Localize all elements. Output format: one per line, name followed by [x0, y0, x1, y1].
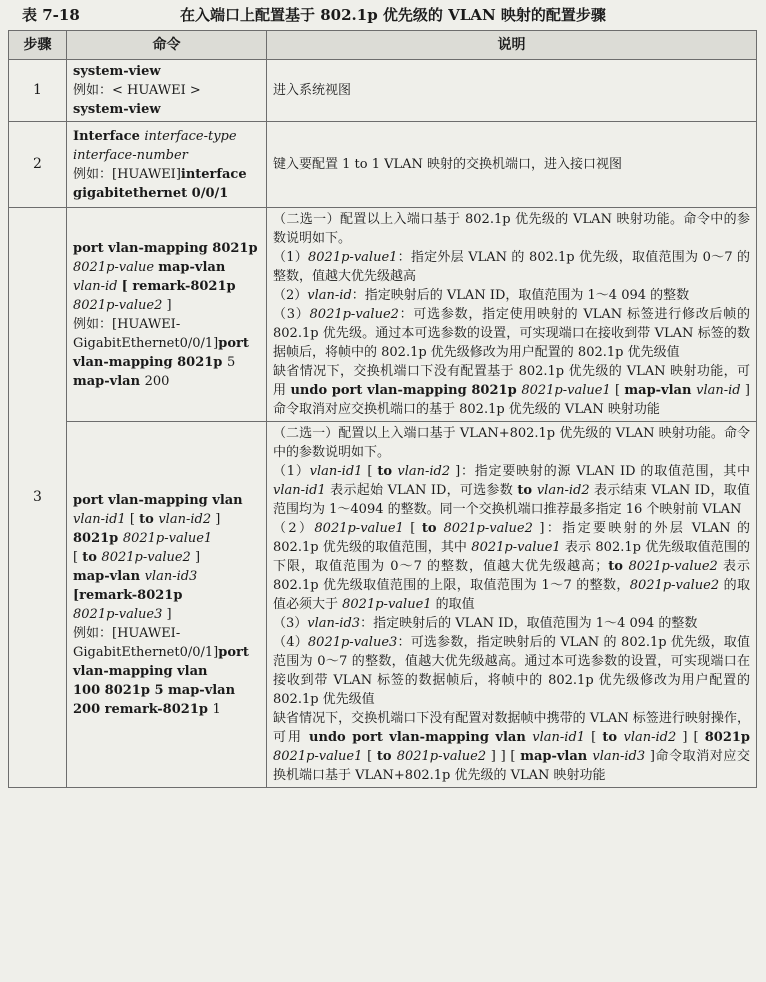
- command-line: [73, 681, 260, 700]
- description-paragraph: [273, 709, 750, 785]
- command-line: [73, 127, 260, 146]
- text-run: ]: [166, 297, 172, 313]
- text-run: 表示 802.1p 优先级取值范围的上限，取值范围为 1～7 的整数，: [273, 559, 750, 593]
- command-line: [73, 277, 260, 296]
- text-run: ：可选参数，指定映射后的 VLAN 的 802.1p 优先级，取值范围为 0～7 的整数，值越大优先级越高。通过本可选参数的设置，可实现端口在接收到带 VLAN 标签的数据帧后，将帧中的 802.1p 优先级修改为用户配置的 802.1p 优先级值: [273, 635, 750, 707]
- text-run: （1）: [273, 250, 309, 265]
- text-run: （2）: [273, 288, 308, 303]
- description-cell: [267, 422, 757, 788]
- command-line: [73, 334, 260, 353]
- command-parameter: vlan-id3: [592, 749, 646, 764]
- command-keyword: map-vlan: [73, 373, 145, 389]
- header-description: 说明: [267, 31, 757, 60]
- command-line: [73, 146, 260, 165]
- command-line: [73, 510, 260, 529]
- command-keyword: to: [602, 730, 624, 745]
- text-run: （2）: [273, 521, 315, 536]
- description-cell: [267, 60, 757, 122]
- text-run: [: [403, 521, 422, 536]
- command-parameter: 8021p-value2: [73, 297, 167, 313]
- description-paragraph: [273, 286, 750, 305]
- command-parameter: 8021p-value: [73, 259, 159, 275]
- text-run: （3）: [273, 616, 308, 631]
- command-keyword: port vlan-mapping 8021p: [73, 240, 258, 256]
- step-cell: 2: [9, 122, 67, 208]
- command-cell: [67, 122, 267, 208]
- text-run: 例如：[HUAWEI-: [73, 625, 181, 641]
- command-keyword: to: [421, 521, 444, 536]
- command-line: [73, 62, 260, 81]
- text-run: 键入要配置 1 to 1 VLAN 映射的交换机端口，进入接口视图: [273, 157, 623, 172]
- command-line: [73, 624, 260, 643]
- command-line: [73, 567, 260, 586]
- text-run: 例如：< HUAWEI >: [73, 83, 201, 98]
- table-number: 表 7-18: [22, 6, 80, 24]
- command-keyword: to: [82, 549, 102, 565]
- command-keyword: interface: [180, 166, 247, 182]
- command-parameter: 8021p-value2: [628, 559, 718, 574]
- command-line: [73, 184, 260, 203]
- text-run: 例如：[HUAWEI-: [73, 316, 181, 332]
- command-parameter: vlan-id2: [158, 511, 216, 527]
- text-run: [: [585, 730, 603, 745]
- text-run: （二选一）配置以上入端口基于 VLAN+802.1p 优先级的 VLAN 映射功能。命令中的参数说明如下。: [273, 426, 750, 460]
- command-line: [73, 353, 260, 372]
- command-parameter: 8021p-value1: [308, 250, 398, 265]
- text-run: ]：指定要映射的外层 VLAN 的 802.1p 优先级的取值范围，其中: [273, 521, 750, 555]
- text-run: ]: [166, 606, 172, 622]
- command-parameter: 8021p-value2: [629, 578, 720, 593]
- command-line: [73, 372, 260, 391]
- command-parameter: vlan-id2: [397, 464, 451, 479]
- command-parameter: 8021p-value1: [471, 540, 561, 555]
- command-keyword: map-vlan: [158, 259, 226, 275]
- text-run: ]: [215, 511, 221, 527]
- text-run: ：可选参数，指定使用映射的 VLAN 标签进行修改后帧的 802.1p 优先级。通过本可选参数的设置，可实现端口在接收到带 VLAN 标签的数据帧后，将帧中的 802.1p 优先级修改为用户配置的 802.1p 优先级值: [273, 307, 750, 360]
- table-row: [9, 60, 757, 122]
- command-line: [73, 100, 260, 119]
- command-keyword: port: [218, 644, 249, 660]
- command-keyword: map-vlan: [520, 749, 593, 764]
- text-run: 例如：[HUAWEI]: [73, 166, 181, 182]
- command-parameter: vlan-id1: [273, 483, 326, 498]
- command-parameter: 8021p-value1: [122, 530, 213, 546]
- command-keyword: port: [218, 335, 249, 351]
- command-parameter: 8021p-value1: [273, 749, 363, 764]
- config-steps-table: [8, 30, 757, 788]
- command-keyword: 100 8021p 5 map-vlan: [73, 682, 236, 698]
- command-keyword: to: [376, 749, 397, 764]
- command-line: [73, 605, 260, 624]
- command-keyword: 8021p: [704, 730, 751, 745]
- text-run: （3）: [273, 307, 310, 322]
- text-run: 1: [212, 701, 221, 717]
- command-parameter: 8021p-value3: [307, 635, 398, 650]
- command-parameter: 8021p-value2: [309, 307, 399, 322]
- text-run: （4）: [273, 635, 308, 650]
- text-run: [: [362, 464, 378, 479]
- text-run: 表示起始 VLAN ID，可选参数: [325, 483, 518, 498]
- text-run: ]：指定要映射的源 VLAN ID 的取值范围，其中: [450, 464, 750, 479]
- command-keyword: undo port vlan-mapping vlan: [309, 730, 533, 745]
- command-keyword: vlan-mapping 8021p: [73, 354, 227, 370]
- text-run: [: [362, 749, 377, 764]
- command-parameter: interface-number: [73, 147, 188, 163]
- description-cell: [267, 122, 757, 208]
- command-keyword: to: [517, 483, 537, 498]
- command-keyword: to: [139, 511, 159, 527]
- command-line: [73, 643, 260, 662]
- command-line: [73, 165, 260, 184]
- command-line: [73, 296, 260, 315]
- text-run: ] [: [676, 730, 705, 745]
- command-parameter: vlan-id2: [536, 483, 590, 498]
- text-run: 缺省情况下，交换机端口下没有配置基于 802.1p 优先级的 VLAN 映射功能，可用: [273, 364, 750, 398]
- command-keyword: gigabitethernet 0/0/1: [73, 185, 229, 201]
- description-paragraph: [273, 424, 750, 462]
- command-keyword: system-view: [73, 102, 161, 117]
- description-paragraph: [273, 519, 750, 614]
- command-parameter: 8021p-value1: [314, 521, 404, 536]
- command-parameter: vlan-id1: [532, 730, 586, 745]
- command-line: [73, 315, 260, 334]
- command-parameter: 8021p-value2: [101, 549, 195, 565]
- command-cell: [67, 422, 267, 788]
- step-cell: 1: [9, 60, 67, 122]
- text-run: 5: [226, 354, 236, 370]
- command-parameter: vlan-id3: [307, 616, 361, 631]
- command-parameter: vlan-id: [696, 383, 741, 398]
- command-keyword: 200 remark-8021p: [73, 701, 213, 717]
- command-keyword: to: [377, 464, 398, 479]
- text-run: [: [129, 511, 140, 527]
- description-paragraph: [273, 248, 750, 286]
- description-paragraph: [273, 633, 750, 709]
- description-paragraph: [273, 614, 750, 633]
- text-run: [: [610, 383, 625, 398]
- description-paragraph: [273, 305, 750, 362]
- command-keyword: port vlan-mapping vlan: [73, 492, 243, 508]
- description-cell: [267, 208, 757, 422]
- command-line: [73, 491, 260, 510]
- text-run: （1）: [273, 464, 310, 479]
- command-line: [73, 586, 260, 605]
- text-run: GigabitEthernet0/0/1]: [73, 335, 219, 351]
- command-line: [73, 258, 260, 277]
- command-line: [73, 548, 260, 567]
- command-line: [73, 239, 260, 258]
- text-run: 的取值必须大于: [273, 578, 750, 612]
- command-parameter: vlan-id1: [73, 511, 130, 527]
- command-parameter: 8021p-value1: [342, 597, 432, 612]
- command-keyword: system-view: [73, 64, 161, 79]
- text-run: 表示 802.1p 优先级取值范围的下限，取值范围为 0～7 的整数，值越大优先级越高；: [273, 540, 750, 574]
- table-title: 在入端口上配置基于 802.1p 优先级的 VLAN 映射的配置步骤: [180, 6, 606, 24]
- description-paragraph: [273, 362, 750, 419]
- command-keyword: undo port vlan-mapping 8021p: [290, 383, 522, 398]
- command-parameter: vlan-id2: [623, 730, 677, 745]
- command-parameter: vlan-id1: [309, 464, 363, 479]
- command-cell: [67, 60, 267, 122]
- command-parameter: vlan-id: [307, 288, 352, 303]
- table-row: [9, 422, 757, 788]
- command-keyword: map-vlan: [624, 383, 697, 398]
- command-parameter: 8021p-value3: [73, 606, 167, 622]
- text-run: ：指定外层 VLAN 的 802.1p 优先级，取值范围为 0～7 的整数，值越大优先级越高: [273, 250, 750, 284]
- description-paragraph: [273, 210, 750, 248]
- command-parameter: vlan-id: [73, 278, 122, 294]
- command-parameter: vlan-id3: [144, 568, 198, 584]
- text-run: ]命令取消对应交换机端口基于 VLAN+802.1p 优先级的 VLAN 映射功能: [273, 749, 751, 783]
- description-paragraph: [273, 462, 750, 519]
- text-run: GigabitEthernet0/0/1]: [73, 644, 219, 660]
- text-run: ] 命令取消对应交换机端口的基于 802.1p 优先级的 VLAN 映射功能: [273, 383, 750, 417]
- table-row: [9, 208, 757, 422]
- command-line: [73, 529, 260, 548]
- command-keyword: to: [608, 559, 629, 574]
- text-run: ] ] [: [486, 749, 521, 764]
- command-parameter: interface-type: [144, 128, 237, 144]
- command-parameter: 8021p-value1: [521, 383, 611, 398]
- command-line: [73, 700, 260, 719]
- step-cell: 3: [9, 208, 67, 788]
- command-line: [73, 81, 260, 100]
- text-run: ]: [194, 549, 201, 565]
- command-line: [73, 662, 260, 681]
- text-run: ：指定映射后的 VLAN ID，取值范围为 1～4 094 的整数: [360, 616, 698, 631]
- description-paragraph: [273, 155, 750, 174]
- command-keyword: map-vlan: [73, 568, 145, 584]
- text-run: 200: [144, 373, 170, 389]
- table-header-row: [9, 31, 757, 60]
- text-run: 进入系统视图: [273, 83, 352, 98]
- command-parameter: 8021p-value2: [396, 749, 487, 764]
- text-run: 表示结束 VLAN ID，取值范围均为 1～4094 的整数。同一个交换机端口推荐最多指定 16 个映射前 VLAN: [273, 483, 750, 517]
- text-run: （二选一）配置以上入端口基于 802.1p 优先级的 VLAN 映射功能。命令中的参数说明如下。: [273, 212, 750, 246]
- command-keyword: vlan-mapping vlan: [73, 663, 208, 679]
- command-keyword: Interface: [73, 128, 145, 144]
- description-paragraph: [273, 81, 750, 100]
- text-run: 的取值: [431, 597, 475, 612]
- command-keyword: [ remark-8021p: [121, 278, 236, 294]
- command-parameter: 8021p-value2: [443, 521, 533, 536]
- header-step: 步骤: [9, 31, 67, 60]
- command-keyword: 8021p: [73, 530, 123, 546]
- command-keyword: [remark-8021p: [73, 587, 183, 603]
- table-caption: [12, 4, 752, 24]
- text-run: ：指定映射后的 VLAN ID，取值范围为 1～4 094 的整数: [351, 288, 690, 303]
- header-command: 命令: [67, 31, 267, 60]
- text-run: [: [73, 549, 83, 565]
- text-run: 缺省情况下，交换机端口下没有配置对数据帧中携带的 VLAN 标签进行映射操作，可用: [273, 711, 750, 745]
- command-cell: [67, 208, 267, 422]
- table-row: [9, 122, 757, 208]
